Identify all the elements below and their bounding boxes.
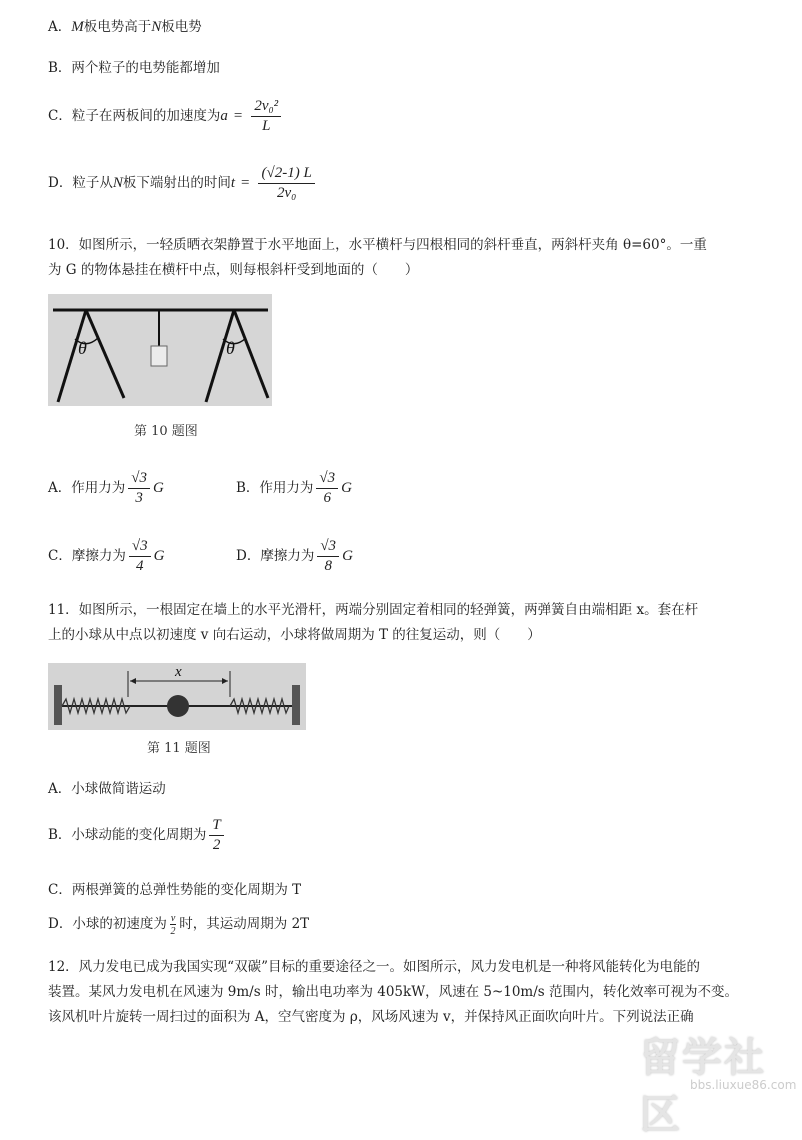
- q11-option-d: D．小球的初速度为 $\frac{v}{2}$ 时，其运动周期为 2T: [48, 912, 310, 937]
- q10-stem: 10．如图所示，一轻质晒衣架静置于水平地面上，水平横杆与四根相同的斜杆垂直，两斜杆夹角 θ=60°。一重 为 G 的物体悬挂在横杆中点，则每根斜杆受到地面的（ ）: [48, 237, 707, 278]
- watermark-logo: 留学社区: [640, 1035, 766, 1138]
- q10-theta-right: θ: [226, 338, 235, 358]
- q11-figure: [48, 663, 306, 730]
- q11-option-c: C．两根弹簧的总弹性势能的变化周期为 T: [48, 882, 302, 898]
- q11-caption: 第 11 题图: [147, 741, 211, 756]
- q11-stem: 11．如图所示，一根固定在墙上的水平光滑杆，两端分别固定着相同的轻弹簧，两弹簧自由端相距 x。套在杆 上的小球从中点以初速度 v 向右运动，小球将做周期为 T 的往复运动，则（ ）: [48, 602, 699, 643]
- q10-option-c: C．摩擦力为 $\frac{√3}{4}$ G: [48, 538, 165, 574]
- watermark-url: bbs.liuxue86.com: [690, 1078, 797, 1092]
- q10-theta-left: θ: [78, 338, 87, 358]
- q11-option-a: A．小球做简谐运动: [48, 781, 166, 797]
- q9-option-d: D．粒子从N板下端射出的时间t = $\frac{(√2-1) L}{\text{2v₀}}$: [48, 165, 318, 202]
- q9-option-c: C．粒子在两板间的加速度为a = $\frac{\text{2v₀²}}{L}$: [48, 98, 284, 135]
- q12-stem: 12．风力发电已成为我国实现“双碳”目标的重要途径之一。如图所示，风力发电机是一种将风能转化为电能的 装置。某风力发电机在风速为 9m/s 时，输出电功率为 405kW，风速在 5~10m/s 范围内，转化效率可视为不变。 该风机叶片旋转一周扫过的面积为 A，空气密度为 ρ，风场风速为 v，并保持风正面吹向叶片。下列说法正确: [48, 959, 739, 1025]
- q9-option-a: A．M板电势高于N板电势: [48, 19, 202, 35]
- watermark: [600, 1020, 800, 1138]
- q10-caption: 第 10 题图: [134, 424, 198, 439]
- q10-option-b: B．作用力为 $\frac{√3}{6}$ G: [236, 470, 352, 506]
- q11-option-b: B．小球动能的变化周期为 $\frac{T}{2}$: [48, 817, 227, 854]
- q11-x-label: x: [175, 664, 182, 680]
- q9-d-fraction: $\frac{(√2-1) L}{\text{2v₀}}$: [258, 165, 314, 202]
- q10-figure: [48, 294, 272, 406]
- q9-option-b: B．两个粒子的电势能都增加: [48, 60, 220, 76]
- q9-c-fraction: $\frac{\text{2v₀²}}{L}$: [251, 98, 281, 135]
- q10-option-d: D．摩擦力为 $\frac{√3}{8}$ G: [236, 538, 353, 574]
- q10-option-a: A．作用力为 $\frac{√3}{3}$ G: [48, 470, 164, 506]
